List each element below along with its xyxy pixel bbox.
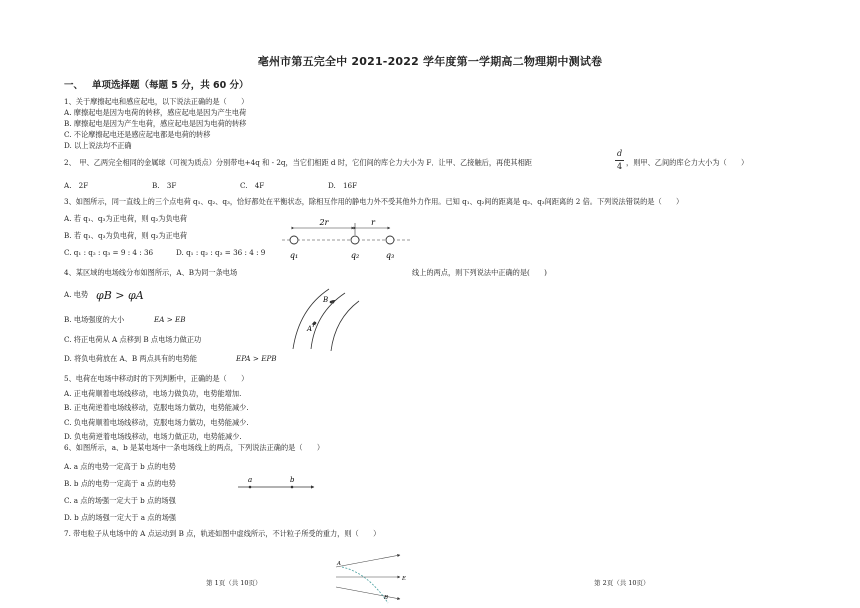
q6-option-c: C. a 点的场强一定大于 b 点的场强 (64, 496, 176, 505)
q7-label-e: E (402, 576, 407, 582)
q3-charge-q1 (290, 236, 298, 244)
q2-option-d: D. 16F (328, 181, 358, 190)
q3-label-q3: q₃ (385, 251, 395, 260)
q4-option-d-math: EPA > EPB (236, 354, 277, 363)
q2-option-c: C. 4F (240, 181, 265, 190)
q7-label-a: A (337, 561, 341, 567)
q7-trajectory-figure (334, 549, 414, 605)
q4-stem-part1: 4、某区域的电场线分布如图所示，A、B为同一条电场 (64, 268, 238, 277)
q5-option-a: A. 正电荷顺着电场线移动，电场力做负功，电势能增加. (64, 389, 242, 398)
q4-stem-part2: 线上的两点，则下列说法中正确的是( ) (412, 268, 547, 277)
q2-fraction-denominator: 4 (616, 162, 623, 171)
page-footer-left: 第 1页（共 10页） (206, 579, 262, 587)
q5-option-b: B. 正电荷逆着电场线移动，克服电场力做功，电势能减少. (64, 403, 249, 412)
section-number: 一、 (64, 80, 84, 91)
q6-point-b (291, 486, 294, 489)
q4-point-b (330, 301, 333, 304)
q3-option-d: D. q₁ : q₂ : q₃ = 36 : 4 : 9 (176, 248, 266, 257)
q3-stem: 3、如图所示，同一直线上的三个点电荷 q₁、q₂、q₃，恰好都处在平衡状态，除相互作用的静电力外不受其他外力作用。已知 q₁、q₂间的距离是 q₂、q₃间距离的 2 倍。下列说法错误的是（ ） (64, 197, 684, 206)
q1-option-c: C. 不论摩擦起电还是感应起电都是电荷的转移 (64, 130, 211, 139)
q2-stem-part2: ，则甲、乙间的库仑力大小为（ ） (626, 158, 749, 167)
q6-stem: 6、如图所示，a、b 是某电场中一条电场线上的两点，下列说法正确的是（ ） (64, 443, 325, 452)
q4-option-d-text: D. 将负电荷放在 A、B 两点具有的电势能 (64, 354, 197, 363)
q3-option-a: A. 若 q₁、q₃为正电荷，则 q₂为负电荷 (64, 214, 188, 223)
q3-charge-q3 (386, 236, 394, 244)
q3-charges-figure (280, 215, 420, 263)
q3-label-q1: q₁ (289, 251, 299, 260)
q2-option-a: A. 2F (64, 181, 89, 190)
q4-option-b-text: B. 电场强度的大小 (64, 315, 125, 324)
q4-option-a-math: φB > φA (96, 289, 144, 302)
page-footer-right: 第 2页（共 10页） (594, 579, 650, 587)
q7-label-b: B (384, 595, 389, 601)
q5-option-d: D. 负电荷逆着电场线移动，电场力做正功，电势能减少. (64, 432, 242, 441)
q3-option-b: B. 若 q₁、q₃为负电荷，则 q₂为正电荷 (64, 231, 188, 240)
q3-label-q2: q₂ (350, 251, 360, 260)
q7-field-line-1 (336, 555, 400, 567)
q3-label-2r: 2r (319, 218, 329, 227)
q6-option-a: A. a 点的电势一定高于 b 点的电势 (64, 462, 176, 471)
section-heading: 单项选择题（每题 5 分，共 60 分） (92, 80, 249, 91)
q4-field-lines-figure (285, 283, 365, 353)
q4-point-a (314, 322, 317, 325)
q3-label-r: r (371, 218, 375, 227)
q2-fraction-bar (615, 160, 624, 161)
q5-stem: 5、电荷在电场中移动时的下列判断中，正确的是（ ） (64, 374, 249, 383)
q6-option-b: B. b 点的电势一定高于 a 点的电势 (64, 479, 176, 488)
q1-option-a: A. 摩擦起电是因为电荷的转移，感应起电是因为产生电荷 (64, 108, 247, 117)
q6-label-b: b (290, 476, 295, 484)
page-title: 亳州市第五完全中 2021-2022 学年度第一学期高二物理期中测试卷 (257, 55, 603, 68)
q4-option-a-text: A. 电势 (64, 290, 89, 299)
q3-charge-q2 (351, 236, 359, 244)
q4-option-c: C. 将正电荷从 A 点移到 B 点电场力做正功 (64, 335, 202, 344)
q2-option-b: B. 3F (152, 181, 177, 190)
q1-option-d: D. 以上说法均不正确 (64, 141, 132, 150)
q7-stem: 7. 带电粒子从电场中的 A 点运动到 B 点，轨迹如图中虚线所示，不计粒子所受的重力，则（ ） (64, 529, 381, 538)
q6-point-a (249, 486, 252, 489)
q1-option-b: B. 摩擦起电是因为产生电荷，感应起电是因为电荷的转移 (64, 119, 247, 128)
q5-option-c: C. 负电荷顺着电场线移动，克服电场力做功，电势能减少. (64, 418, 249, 427)
q3-option-c: C. q₁ : q₂ : q₃ = 9 : 4 : 36 (64, 248, 154, 257)
q2-stem-part1: 2、 甲、乙两完全相同的金属球（可视为质点）分别带电+4q 和 - 2q，当它们相距 d 时，它们间的库仑力大小为 F．让甲、乙接触后，再使其相距 (64, 158, 532, 167)
q7-field-line-3 (336, 587, 400, 599)
q6-option-d: D. b 点的场强一定大于 a 点的场强 (64, 513, 177, 522)
q6-label-a: a (248, 476, 253, 484)
q1-stem: 1、关于摩擦起电和感应起电，以下说法正确的是（ ） (64, 97, 249, 106)
q6-field-line-figure (236, 474, 316, 494)
q4-option-b-math: EA > EB (154, 315, 186, 324)
q4-label-a: A (307, 325, 313, 333)
q7-trajectory (342, 567, 388, 603)
q2-fraction-numerator: d (616, 149, 623, 158)
q4-label-b: B (323, 296, 329, 304)
q4-field-line-3 (331, 301, 359, 351)
